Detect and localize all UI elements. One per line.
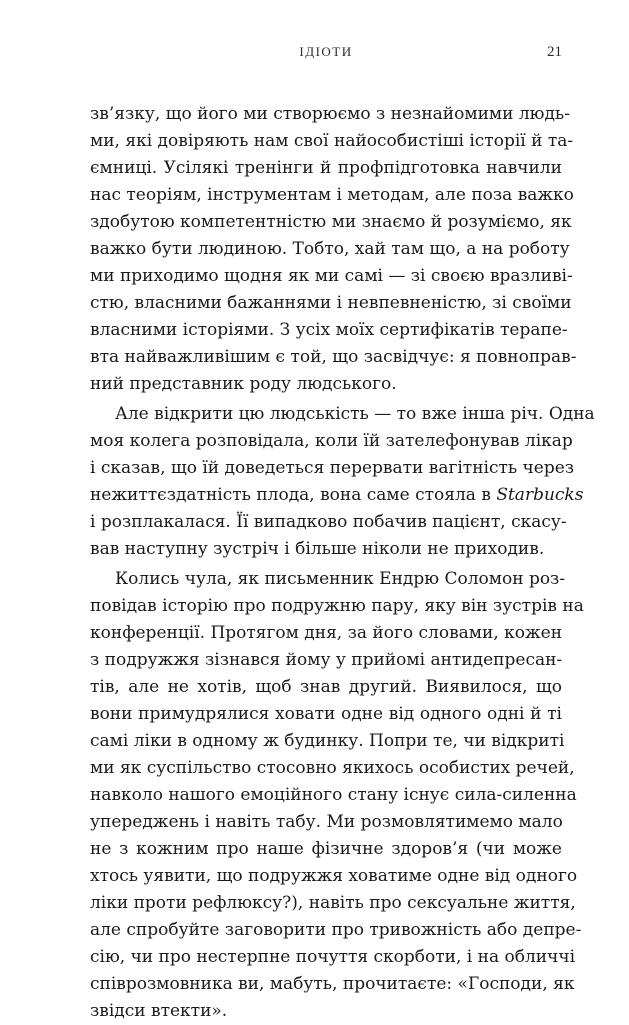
running-header bbox=[90, 44, 562, 64]
text-line: Але відкрити цю людськість — то вже інша річ. Одна bbox=[115, 404, 595, 424]
text-line: моя колега розповідала, коли їй зателефонував лікар bbox=[90, 431, 573, 451]
text-line: з подружжя зізнався йому у прийомі антидепресан- bbox=[90, 650, 563, 670]
text-line: звідси втекти». bbox=[90, 1001, 228, 1021]
text-line: хтось уявити, що подружжя ховатиме одне від одного bbox=[90, 866, 578, 886]
body-text bbox=[90, 101, 595, 1025]
page-number: 21 bbox=[547, 44, 562, 60]
text-line: вони примудрялися ховати одне від одного одні й ті bbox=[90, 704, 562, 724]
text-line: і розплакалася. Її випадково побачив пацієнт, скасу- bbox=[90, 512, 567, 532]
text-line: співрозмовника ви, мабуть, прочитаєте: «Господи, як bbox=[90, 974, 575, 994]
text-line: нас теоріям, інструментам і методам, але поза важко bbox=[90, 185, 574, 205]
text-line: самі ліки в одному ж будинку. Попри те, чи відкриті bbox=[90, 731, 565, 751]
text-segment: нежиттєздатність плода, вона саме стояла в bbox=[90, 485, 497, 505]
text-line: сію, чи про нестерпне почуття скорботи, і на обличчі bbox=[90, 947, 576, 967]
text-line: зв’язку, що його ми створюємо з незнайомими людь- bbox=[90, 104, 570, 124]
text-line: повідав історію про подружню пару, яку він зустрів на bbox=[90, 596, 584, 616]
text-line: вта найважливішим є той, що засвідчує: я повноправ- bbox=[90, 347, 577, 367]
text-line: здобутою компетентністю ми знаємо й розуміємо, як bbox=[90, 212, 572, 232]
text-line: ми приходимо щодня як ми самі — зі своєю вразливі- bbox=[90, 266, 573, 286]
text-line: ми як суспільство стосовно якихось особистих речей, bbox=[90, 758, 575, 778]
text-line: не з кожним про наше фізичне здоров’я (чи може bbox=[90, 839, 562, 859]
text-line: важко бути людиною. Тобто, хай там що, а на роботу bbox=[90, 239, 570, 259]
text-line: ний представник роду людського. bbox=[90, 374, 397, 394]
chapter-title: ІДІОТИ bbox=[299, 44, 353, 59]
text-line: стю, власними бажаннями і невпевненістю, зі своїми bbox=[90, 293, 572, 313]
text-line: і сказав, що їй доведеться перервати вагітність через bbox=[90, 458, 575, 478]
text-line: тів, але не хотів, щоб знав другий. Виявилося, що bbox=[90, 677, 562, 697]
text-line: Колись чула, як письменник Ендрю Соломон роз- bbox=[115, 569, 566, 589]
text-line: конференції. Протягом дня, за його словами, кожен bbox=[90, 623, 563, 643]
text-line: упереджень і навіть табу. Ми розмовлятимемо мало bbox=[90, 812, 563, 832]
text-line: ми, які довіряють нам свої найособистіші історії й та- bbox=[90, 131, 574, 151]
text-line-with-italic bbox=[90, 482, 584, 509]
text-line: власними історіями. З усіх моїх сертифікатів терапе- bbox=[90, 320, 568, 340]
text-line: ліки проти рефлюксу?), навіть про сексуальне життя, bbox=[90, 893, 576, 913]
starbucks-italic: Starbucks bbox=[496, 485, 584, 505]
text-line: вав наступну зустріч і більше ніколи не приходив. bbox=[90, 539, 545, 559]
text-line: але спробуйте заговорити про тривожність або депре- bbox=[90, 920, 582, 940]
text-line: навколо нашого емоційного стану існує сила-силенна bbox=[90, 785, 577, 805]
text-line: ємниці. Усілякі тренінги й профпідготовка навчили bbox=[90, 158, 562, 178]
